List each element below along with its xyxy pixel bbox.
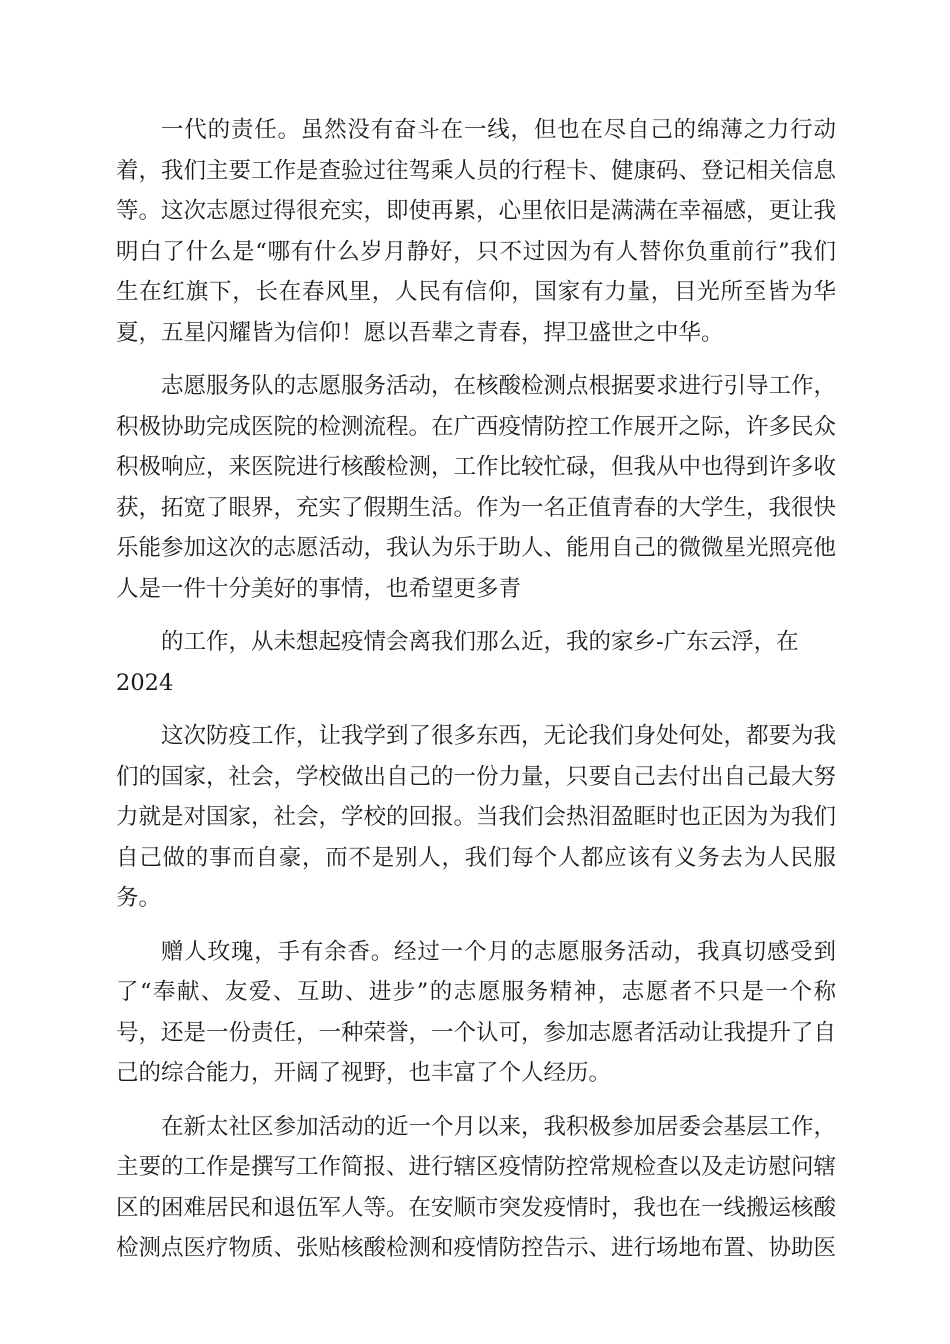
paragraph-community: 在新太社区参加活动的近一个月以来，我积极参加居委会基层工作，主要的工作是撰写工作简报、进行辖区疫情防控常规检查以及走访慰问辖区的困难居民和退伍军人等。在安顺市突发疫情时，我也在一线搬运核酸检测点医疗物质、张贴核酸检测和疫情防控告示、进行场地布置、协助医: [116, 1113, 837, 1261]
document-body: [116, 110, 836, 1282]
paragraph-roses: 赠人玫瑰，手有余香。经过一个月的志愿服务活动，我真切感受到了“奉献、友爱、互助、进步”的志愿服务精神，志愿者不只是一个称号，还是一份责任，一种荣誉，一个认可，参加志愿者活动让我提升了自己的综合能力，开阔了视野，也丰富了个人经历。: [116, 938, 837, 1086]
paragraph-epidemic-work: 这次防疫工作，让我学到了很多东西，无论我们身处何处，都要为我们的国家，社会，学校做出自己的一份力量，只要自己去付出自己最大努力就是对国家，社会，学校的回报。当我们会热泪盈眶时也正因为为我们自己做的事而自豪，而不是别人，我们每个人都应该有义务去为人民服务。: [116, 723, 837, 911]
paragraph-hometown: 的工作，从未想起疫情会离我们那么近，我的家乡-广东云浮，在: [161, 629, 799, 655]
year-text: 2024: [116, 669, 174, 696]
paragraph-volunteer-team: 志愿服务队的志愿服务活动，在核酸检测点根据要求进行引导工作，积极协助完成医院的检测流程。在广西疫情防控工作展开之际，许多民众积极响应，来医院进行核酸检测，工作比较忙碌，但我从中也得到许多收获，拓宽了眼界，充实了假期生活。作为一名正值青春的大学生，我很快乐能参加这次的志愿活动，我认为乐于助人、能用自己的微微星光照亮他人是一件十分美好的事情，也希望更多青: [116, 373, 837, 602]
paragraph-responsibility: 一代的责任。虽然没有奋斗在一线，但也在尽自己的绵薄之力行动着，我们主要工作是查验过往驾乘人员的行程卡、健康码、登记相关信息等。这次志愿过得很充实，即使再累，心里依旧是满满在幸福感，更让我明白了什么是“哪有什么岁月静好，只不过因为有人替你负重前行”我们生在红旗下，长在春风里，人民有信仰，国家有力量，目光所至皆为华夏，五星闪耀皆为信仰！愿以吾辈之青春，捍卫盛世之中华。: [116, 117, 837, 346]
